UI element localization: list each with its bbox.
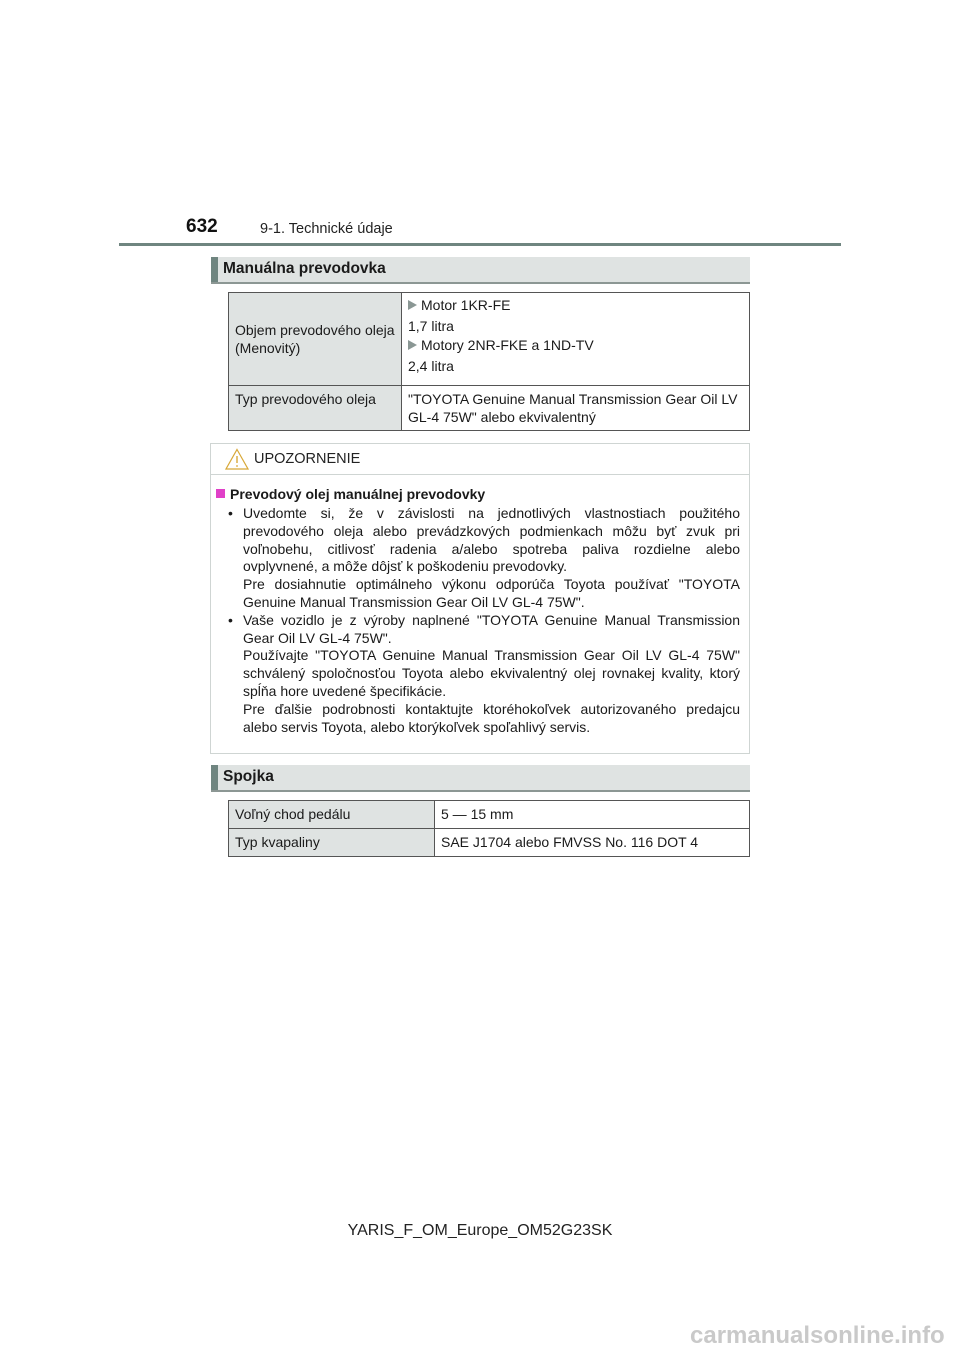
- heading-accent-bar: [211, 257, 218, 282]
- heading-accent-bar: [211, 765, 218, 790]
- pedal-free-play-label: Voľný chod pedálu: [235, 806, 351, 822]
- table-row: [229, 293, 750, 386]
- clutch-table: [228, 800, 750, 857]
- notice-box: [210, 443, 750, 754]
- fluid-type-value: SAE J1704 alebo FMVSS No. 116 DOT 4: [441, 834, 699, 850]
- fluid-type-label: Typ kvapaliny: [235, 834, 320, 850]
- watermark: carmanualsonline.info: [690, 1322, 945, 1349]
- heading-text: Manuálna prevodovka: [223, 260, 386, 277]
- oil-type-label: Typ prevodového oleja: [235, 391, 376, 407]
- bullet-dot-icon: •: [228, 505, 233, 521]
- list-item: [216, 612, 740, 737]
- table-key-cell: [229, 801, 435, 829]
- heading-text: Spojka: [223, 768, 274, 785]
- list-item: [216, 505, 740, 612]
- square-bullet-icon: [216, 489, 225, 498]
- pedal-free-play-value: 5 — 15 mm: [441, 806, 514, 822]
- table-row: [229, 386, 750, 431]
- table-value-cell: [435, 829, 750, 857]
- table-key-cell: [229, 386, 402, 431]
- oil-capacity-label: Objem prevodového oleja (Menovitý): [235, 322, 395, 356]
- notice-paragraph: Vaše vozidlo je z výroby naplnené "TOYOTA Genuine Manual Transmission Gear Oil LV GL-4 75W".: [243, 611, 740, 646]
- engine-2-label: Motory 2NR-FKE a 1ND-TV: [421, 337, 594, 353]
- header-divider: [119, 243, 841, 246]
- table-value-cell: [435, 801, 750, 829]
- table-key-cell: [229, 293, 402, 386]
- notice-header: [211, 444, 749, 475]
- triangle-bullet-icon: [408, 300, 417, 310]
- notice-subtitle-text: Prevodový olej manuálnej prevodovky: [230, 486, 486, 502]
- volume-1: 1,7 litra: [408, 318, 454, 334]
- engine-line-1: [408, 296, 743, 314]
- triangle-bullet-icon: [408, 340, 417, 350]
- page-number: 632: [186, 216, 218, 237]
- table-row: [229, 829, 750, 857]
- table-value-cell: [402, 386, 750, 431]
- notice-paragraph: Používajte "TOYOTA Genuine Manual Transmission Gear Oil LV GL-4 75W" schválený spoločnosťou Toyota alebo ekvivalentný olej rovnakej kvality, ktorý spĺňa hore uvedené špecifikácie.: [243, 647, 740, 699]
- notice-paragraph: Pre dosiahnutie optimálneho výkonu odporúča Toyota používať "TOYOTA Genuine Manual Transmission Gear Oil LV GL-4 75W".: [243, 576, 740, 610]
- document-code: YARIS_F_OM_Europe_OM52G23SK: [347, 1222, 613, 1239]
- engine-line-2: [408, 336, 743, 354]
- oil-type-value: "TOYOTA Genuine Manual Transmission Gear Oil LV GL-4 75W" alebo ekvivalentný: [408, 391, 738, 425]
- bullet-dot-icon: •: [228, 611, 233, 628]
- notice-paragraph: Pre ďalšie podrobnosti kontaktujte ktoréhokoľvek autorizovaného predajcu alebo servis Toyota, alebo ktorýkoľvek spoľahlivý servis.: [243, 700, 740, 735]
- notice-list: [216, 505, 740, 736]
- warning-triangle-icon: [225, 448, 249, 470]
- section-heading-manual-transmission: [211, 257, 750, 284]
- notice-title: UPOZORNENIE: [254, 451, 361, 467]
- engine-1-label: Motor 1KR-FE: [421, 297, 511, 313]
- table-value-cell: [402, 293, 750, 386]
- section-title: 9-1. Technické údaje: [260, 221, 393, 237]
- section-heading-clutch: [211, 765, 750, 792]
- notice-paragraph: Uvedomte si, že v závislosti na jednotlivých vlastnostiach použitého prevodového oleja alebo prevádzkových podmienkach môžu byť zvuk pri voľnobehu, citlivosť radenia a/alebo spotreba paliva rozdielne alebo ovplyvnené, a môže dôjsť k poškodeniu prevodovky.: [243, 505, 740, 575]
- manual-transmission-table: [228, 292, 750, 431]
- volume-2: 2,4 litra: [408, 358, 454, 374]
- notice-subtitle: [216, 486, 485, 502]
- table-key-cell: [229, 829, 435, 857]
- table-row: [229, 801, 750, 829]
